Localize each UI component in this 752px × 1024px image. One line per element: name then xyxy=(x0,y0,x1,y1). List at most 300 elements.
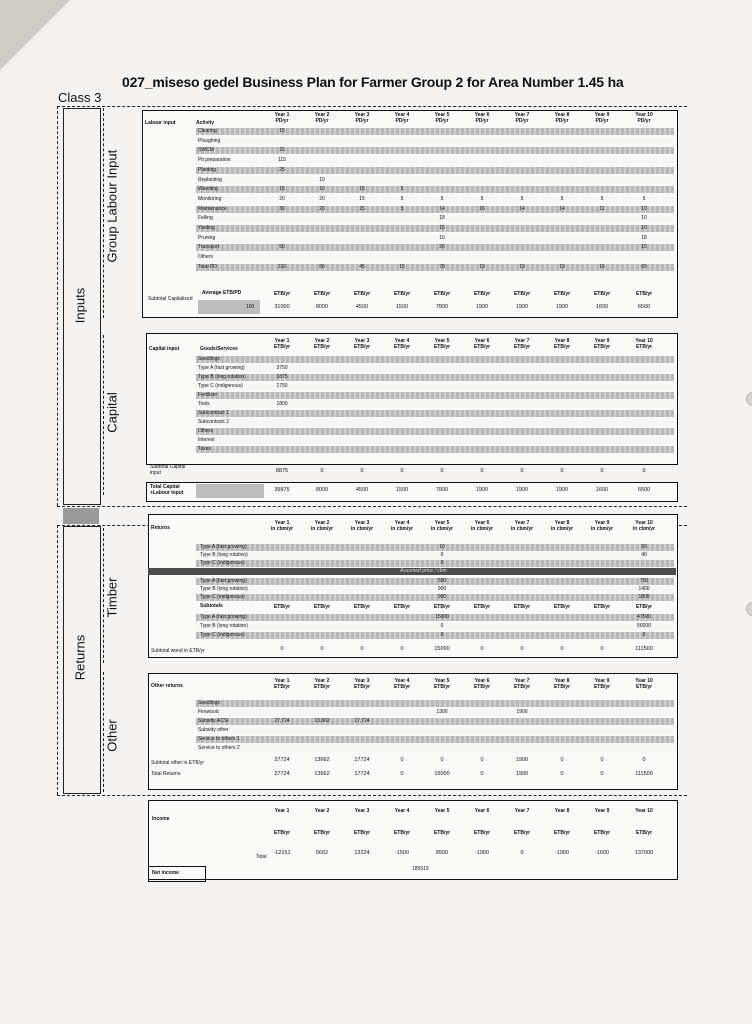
table-row xyxy=(196,745,674,752)
unit-header: in cbm/yr xyxy=(350,526,374,532)
unit-header: ETB/yr xyxy=(273,344,291,350)
unit-header: ETB/yr xyxy=(593,344,611,350)
page-title: 027_miseso gedel Business Plan for Farmer Group 2 for Area Number 1.45 ha xyxy=(122,74,624,90)
value-cell: 45 xyxy=(359,263,365,270)
value-cell: 4500 xyxy=(355,304,369,310)
value-cell: 15 xyxy=(279,128,285,134)
year-header: Year 2 xyxy=(314,338,330,344)
value-cell: 1500 xyxy=(395,304,409,310)
value-cell: 20 xyxy=(319,195,325,202)
unit-header: ETB/yr xyxy=(553,344,571,350)
table-row xyxy=(196,410,674,417)
returns-label: Returns xyxy=(72,634,88,681)
year-header: Year 2 xyxy=(314,112,330,118)
value-cell: 10 xyxy=(641,205,647,212)
row-label: Type A (fast growing) xyxy=(198,365,245,371)
capital-subtotal-label: Subtotal Capital input xyxy=(150,464,186,476)
year-header: Year 8 xyxy=(554,520,570,526)
year-header: Year 1 xyxy=(274,112,290,118)
value-cell: 14 xyxy=(519,205,525,212)
unit-header: ETB/yr xyxy=(353,291,371,297)
value-cell: 15 xyxy=(279,186,285,193)
unit-header: ETB/yr xyxy=(513,684,531,690)
year-header: Year 6 xyxy=(474,678,490,684)
row-label: Subcontract 1 xyxy=(198,410,229,416)
value-cell: 50 xyxy=(641,544,647,550)
year-header: Year 4 xyxy=(394,808,410,814)
unit-header: ETB/yr xyxy=(433,604,451,610)
year-header: Year 2 xyxy=(314,678,330,684)
year-header: Year 7 xyxy=(514,678,530,684)
value-cell: 1800 xyxy=(638,594,650,600)
value-cell: 0 xyxy=(520,850,524,856)
outer-frame-left xyxy=(57,106,58,506)
subtotal-wood-label: Subtotal wood in ETB/yr xyxy=(151,648,205,654)
table-row xyxy=(196,419,674,426)
unit-header: in cbm/yr xyxy=(550,526,574,532)
unit-header: ETB/yr xyxy=(635,830,653,836)
total-returns-label: Total Returns xyxy=(151,771,181,777)
value-cell: 1900 xyxy=(515,304,529,310)
value-cell: 1900 xyxy=(515,487,529,493)
value-cell: 19 xyxy=(519,263,525,270)
row-label: Type B (long rotation) xyxy=(200,623,248,629)
unit-header: ETB/yr xyxy=(553,291,571,297)
value-cell: 27724 xyxy=(274,771,290,777)
value-cell: 13662 xyxy=(314,771,330,777)
outer-frame-left-returns xyxy=(57,525,58,795)
row-label: Monitoring xyxy=(198,195,222,202)
unit-header: ETB/yr xyxy=(433,684,451,690)
year-header: Year 4 xyxy=(394,112,410,118)
value-cell: 0 xyxy=(520,468,524,474)
year-header: Year 2 xyxy=(314,808,330,814)
value-cell: 1500 xyxy=(395,487,409,493)
income-label: Income xyxy=(152,816,170,822)
total-capital-shade xyxy=(196,484,264,498)
value-cell: 56000 xyxy=(637,623,651,629)
year-header: Year 8 xyxy=(554,678,570,684)
value-cell: 65 xyxy=(641,263,647,270)
value-cell: 4500 xyxy=(355,487,369,493)
value-cell: 14 xyxy=(439,205,445,212)
year-header: Year 1 xyxy=(274,338,290,344)
row-label: Subsidy other xyxy=(198,727,229,733)
value-cell: 10 xyxy=(641,225,647,231)
row-label: Type A (fast growing) xyxy=(200,578,247,584)
value-cell: 0 xyxy=(440,757,444,763)
value-cell: 1900 xyxy=(515,757,529,763)
value-cell: 0 xyxy=(600,771,604,777)
value-cell: 5 xyxy=(400,186,404,193)
year-header: Year 3 xyxy=(354,678,370,684)
value-cell: 1900 xyxy=(555,487,569,493)
unit-header: ETB/yr xyxy=(433,344,451,350)
value-cell: 15 xyxy=(279,147,285,154)
value-cell: -1500 xyxy=(394,850,410,856)
value-cell: 19 xyxy=(479,263,485,270)
year-header: Year 8 xyxy=(554,808,570,814)
row-label: Maintenance xyxy=(198,205,227,212)
value-cell: 1400 xyxy=(638,586,650,592)
value-cell: 310 xyxy=(277,263,287,270)
unit-header: ETB/yr xyxy=(393,291,411,297)
unit-header: ETB/yr xyxy=(593,291,611,297)
row-label: Type B (long rotation) xyxy=(198,374,246,380)
year-header: Year 9 xyxy=(594,678,610,684)
unit-header: ETB/yr xyxy=(353,344,371,350)
unit-header: ETB/yr xyxy=(393,684,411,690)
row-label: Pit preparation xyxy=(198,157,231,164)
capital-separator xyxy=(103,335,104,495)
unit-header: ETB/yr xyxy=(473,684,491,690)
value-cell: 13,662 xyxy=(314,718,330,724)
row-label: Pruning xyxy=(198,234,216,241)
section-divider xyxy=(57,506,687,507)
value-cell: 0 xyxy=(642,757,646,763)
table-row xyxy=(196,727,674,734)
value-cell: 27724 xyxy=(274,757,290,763)
unit-header: ETB/yr xyxy=(513,344,531,350)
unit-header: ETB/yr xyxy=(353,830,371,836)
value-cell: 17724 xyxy=(354,771,370,777)
row-label: Type C (indigenous) xyxy=(200,632,245,638)
year-header: Year 3 xyxy=(354,808,370,814)
unit-header: PD/yr xyxy=(395,118,409,124)
value-cell: 13224 xyxy=(354,850,370,856)
average-etb-value: 100 xyxy=(246,304,255,310)
unit-header: ETB/yr xyxy=(313,830,331,836)
goods-header: Goods/Services xyxy=(200,346,238,352)
row-label: Others xyxy=(198,428,214,434)
other-label: Other xyxy=(104,719,120,752)
value-cell: 111500 xyxy=(635,646,653,652)
row-label: Total PD xyxy=(198,263,217,270)
year-header: Year 5 xyxy=(434,112,450,118)
unit-header: ETB/yr xyxy=(473,830,491,836)
table-row xyxy=(196,356,674,363)
unit-header: ETB/yr xyxy=(513,604,531,610)
year-header: Year 7 xyxy=(514,808,530,814)
outer-frame-top xyxy=(57,106,687,107)
year-header: Year 10 xyxy=(635,520,653,526)
year-header: Year 2 xyxy=(314,520,330,526)
row-label: Felling xyxy=(198,215,213,222)
value-cell: 0 xyxy=(560,757,564,763)
unit-header: ETB/yr xyxy=(513,291,531,297)
row-label: Fertilizer xyxy=(198,392,218,398)
value-cell: 5662 xyxy=(315,850,329,856)
value-cell: 1900 xyxy=(516,709,528,715)
value-cell: 0 xyxy=(440,468,444,474)
year-header: Year 3 xyxy=(354,338,370,344)
year-header: Year 5 xyxy=(434,808,450,814)
value-cell: 15 xyxy=(439,225,445,231)
row-label: Type A (fast growing) xyxy=(200,544,247,550)
unit-header: in cbm/yr xyxy=(590,526,614,532)
unit-header: ETB/yr xyxy=(353,684,371,690)
value-cell: 1800 xyxy=(276,401,288,407)
timber-label: Timber xyxy=(104,577,120,618)
value-cell: 5 xyxy=(520,195,524,202)
unit-header: in cbm/yr xyxy=(310,526,334,532)
unit-header: PD/yr xyxy=(555,118,569,124)
other-separator xyxy=(103,672,104,792)
value-cell: 900 xyxy=(437,594,447,600)
value-cell: 0 xyxy=(280,646,284,652)
unit-header: PD/yr xyxy=(637,118,651,124)
unit-header: ETB/yr xyxy=(313,684,331,690)
year-header: Year 9 xyxy=(594,338,610,344)
value-cell: 1750 xyxy=(276,383,288,389)
year-header: Year 5 xyxy=(434,678,450,684)
subtotals-label: Subtotals xyxy=(200,603,223,609)
table-row xyxy=(196,392,674,399)
year-header: Year 4 xyxy=(394,520,410,526)
year-header: Year 3 xyxy=(354,520,370,526)
value-cell: 14 xyxy=(559,205,565,212)
row-label: Subsidy ACSI xyxy=(198,718,229,724)
value-cell: 1900 xyxy=(475,487,489,493)
labour-corner: Labour input xyxy=(145,120,176,126)
year-header: Year 1 xyxy=(274,678,290,684)
value-cell: 6500 xyxy=(637,487,651,493)
year-header: Year 6 xyxy=(474,808,490,814)
row-label: Type B (long rotation) xyxy=(200,586,248,592)
unit-header: ETB/yr xyxy=(273,684,291,690)
value-cell: 0 xyxy=(400,771,404,777)
punch-hole xyxy=(746,602,752,616)
row-label: Tools xyxy=(198,401,210,407)
value-cell: 18 xyxy=(439,215,445,222)
unit-header: in cbm/yr xyxy=(632,526,656,532)
unit-header: PD/yr xyxy=(315,118,329,124)
row-label: Type C (indigenous) xyxy=(200,594,245,600)
value-cell: 15000 xyxy=(434,771,450,777)
table-row xyxy=(196,428,674,435)
price-band-label: Assumed price / cbm xyxy=(400,568,447,574)
value-cell: 0 xyxy=(600,646,604,652)
value-cell: 20 xyxy=(439,244,445,251)
value-cell: -1900 xyxy=(554,850,570,856)
unit-header: ETB/yr xyxy=(473,291,491,297)
value-cell: 0 xyxy=(360,646,364,652)
unit-header: ETB/yr xyxy=(393,604,411,610)
year-header: Year 9 xyxy=(594,112,610,118)
table-row xyxy=(196,437,674,444)
year-header: Year 4 xyxy=(394,678,410,684)
value-cell: 17724 xyxy=(354,757,370,763)
year-header: Year 1 xyxy=(274,808,290,814)
value-cell: 1600 xyxy=(595,487,609,493)
unit-header: in cbm/yr xyxy=(430,526,454,532)
value-cell: 15 xyxy=(641,244,647,251)
value-cell: 8000 xyxy=(315,304,329,310)
year-header: Year 6 xyxy=(474,338,490,344)
value-cell: 1900 xyxy=(515,771,529,777)
value-cell: 16 xyxy=(599,263,605,270)
capital-label: Capital xyxy=(104,392,120,433)
value-cell: 0 xyxy=(400,468,404,474)
value-cell: 1600 xyxy=(595,304,609,310)
year-header: Year 10 xyxy=(635,808,653,814)
unit-header: ETB/yr xyxy=(353,604,371,610)
value-cell: 50 xyxy=(279,244,285,251)
value-cell: 15 xyxy=(359,205,365,212)
value-cell: 30 xyxy=(279,205,285,212)
value-cell: 78 xyxy=(439,263,445,270)
unit-header: ETB/yr xyxy=(473,604,491,610)
unit-header: ETB/yr xyxy=(635,604,653,610)
unit-header: ETB/yr xyxy=(635,291,653,297)
year-header: Year 6 xyxy=(474,520,490,526)
value-cell: 19 xyxy=(559,263,565,270)
unit-header: ETB/yr xyxy=(313,344,331,350)
value-cell: 10 xyxy=(319,186,325,193)
year-header: Year 10 xyxy=(635,678,653,684)
value-cell: 80 xyxy=(319,263,325,270)
inputs-returns-separator xyxy=(63,508,99,524)
unit-header: ETB/yr xyxy=(273,830,291,836)
row-label: Seedlings xyxy=(198,356,220,362)
group-labour-label: Group Labour Input xyxy=(104,149,120,263)
capital-corner: Capital input xyxy=(149,346,180,352)
value-cell: 0 xyxy=(642,468,646,474)
row-label: Weeding xyxy=(198,186,218,193)
unit-header: ETB/yr xyxy=(313,291,331,297)
value-cell: 750 xyxy=(639,578,649,584)
year-header: Year 5 xyxy=(434,338,450,344)
value-cell: 16 xyxy=(479,205,485,212)
value-cell: 15 xyxy=(399,263,405,270)
inputs-label: Inputs xyxy=(72,287,88,324)
value-cell: -1600 xyxy=(594,850,610,856)
value-cell: 0 xyxy=(440,560,444,566)
row-label: Interest xyxy=(198,437,215,443)
table-row xyxy=(196,700,674,707)
year-header: Year 7 xyxy=(514,112,530,118)
row-label: Type C (indigenous) xyxy=(200,560,245,566)
value-cell: 5 xyxy=(400,195,404,202)
value-cell: 900 xyxy=(437,586,447,592)
row-label: Planting xyxy=(198,166,217,173)
row-label: Service to others 1 xyxy=(198,736,240,742)
value-cell: 18 xyxy=(641,234,647,241)
punch-hole xyxy=(746,392,752,406)
value-cell: 7800 xyxy=(435,487,449,493)
labour-subtotal-label: Subtotal Capitalized xyxy=(148,296,193,302)
activity-header: Activity xyxy=(196,120,215,126)
row-label: Type B (long rotation) xyxy=(200,552,248,558)
value-cell: 111500 xyxy=(635,771,653,777)
unit-header: ETB/yr xyxy=(473,344,491,350)
class-label: Class 3 xyxy=(58,90,102,105)
value-cell: 15 xyxy=(359,186,365,193)
value-cell: 13662 xyxy=(314,757,330,763)
year-header: Year 8 xyxy=(554,338,570,344)
row-label: Clearing xyxy=(198,128,217,134)
value-cell: 5 xyxy=(400,205,404,212)
value-cell: 40 xyxy=(641,552,647,558)
unit-header: PD/yr xyxy=(275,118,289,124)
value-cell: 20 xyxy=(279,195,285,202)
unit-header: in cbm/yr xyxy=(510,526,534,532)
value-cell: 0 xyxy=(320,468,324,474)
total-capital-label: Total Capital +Labour Input xyxy=(150,484,184,496)
value-cell: 27,724 xyxy=(274,718,290,724)
value-cell: 15 xyxy=(359,195,365,202)
value-cell: 0 xyxy=(320,646,324,652)
value-cell: 25 xyxy=(279,166,285,173)
row-label: Type C (indigenous) xyxy=(198,383,243,389)
value-cell: 10 xyxy=(439,234,445,241)
row-label: Others xyxy=(198,254,214,261)
row-label: Type A (fast growing) xyxy=(200,614,247,620)
value-cell: 3750 xyxy=(276,365,288,371)
table-row xyxy=(196,177,674,184)
value-cell: 17,724 xyxy=(354,718,370,724)
value-cell: 39875 xyxy=(274,487,290,493)
value-cell: 0 xyxy=(560,468,564,474)
year-header: Year 9 xyxy=(594,808,610,814)
labour-separator xyxy=(103,108,104,318)
unit-header: ETB/yr xyxy=(553,830,571,836)
value-cell: 0 xyxy=(480,646,484,652)
row-label: Service to others 2 xyxy=(198,745,240,751)
value-cell: 5 xyxy=(480,195,484,202)
unit-header: ETB/yr xyxy=(593,830,611,836)
unit-header: ETB/yr xyxy=(393,830,411,836)
value-cell: 0 xyxy=(440,632,444,638)
value-cell: 1900 xyxy=(555,304,569,310)
value-cell: 115 xyxy=(278,157,286,164)
value-cell: -1900 xyxy=(474,850,490,856)
value-cell: 8000 xyxy=(315,487,329,493)
value-cell: 8875 xyxy=(275,468,289,474)
value-cell: 500 xyxy=(437,578,447,584)
unit-header: ETB/yr xyxy=(313,604,331,610)
value-cell: 8500 xyxy=(435,850,449,856)
year-header: Year 10 xyxy=(635,112,653,118)
value-cell: -12151 xyxy=(273,850,291,856)
row-label: Firewood xyxy=(198,709,219,715)
year-header: Year 1 xyxy=(274,520,290,526)
unit-header: ETB/yr xyxy=(433,830,451,836)
value-cell: 5 xyxy=(642,195,646,202)
net-income-value: 185519 xyxy=(412,866,429,872)
year-header: Year 6 xyxy=(474,112,490,118)
year-header: Year 7 xyxy=(514,520,530,526)
value-cell: 0 xyxy=(520,646,524,652)
value-cell: 0 xyxy=(400,646,404,652)
value-cell: 0 xyxy=(480,468,484,474)
unit-header: ETB/yr xyxy=(433,291,451,297)
row-label: Replanting xyxy=(198,176,222,183)
value-cell: 15000 xyxy=(435,614,449,620)
table-row xyxy=(196,254,674,261)
value-cell: 1875 xyxy=(276,374,288,380)
other-subtotal-label: Subtotal other in ETB/yr xyxy=(151,760,205,766)
year-header: Year 7 xyxy=(514,338,530,344)
year-header: Year 10 xyxy=(635,338,653,344)
unit-header: ETB/yr xyxy=(273,291,291,297)
unit-header: in cbm/yr xyxy=(390,526,414,532)
unit-header: ETB/yr xyxy=(553,604,571,610)
timber-separator xyxy=(103,528,104,663)
unit-header: ETB/yr xyxy=(635,684,653,690)
row-label: SWCM xyxy=(198,147,214,154)
row-label: Transport xyxy=(198,244,220,251)
